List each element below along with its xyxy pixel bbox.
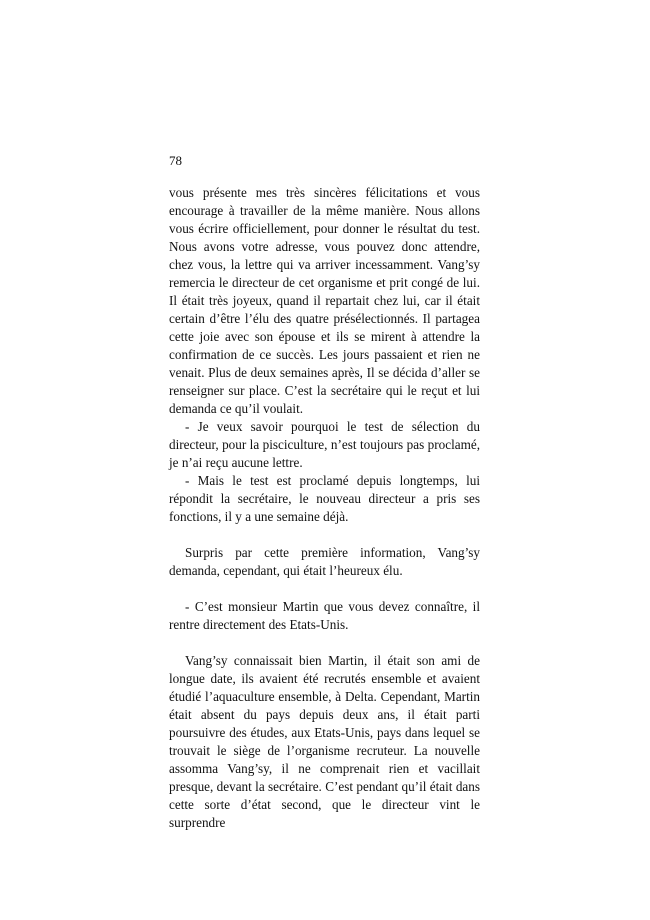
dialogue-line-martin: - C’est monsieur Martin que vous devez connaître, il rentre directement des Etats-Unis. [169,599,480,632]
paragraph-continuation: vous présente mes très sincères félicitations et vous encourage à travailler de la même manière. Nous allons vous écrire officiellement, pour donner le résultat du test. Nous avons votre adresse, vous pouvez donc attendre, chez vous, la lettre qui va arriver incessamment. Vang’sy remercia le directeur de cet organisme et prit congé de lui. Il était très joyeux, quand il repartait chez lui, car il était certain d’être l’élu des quatre présélectionnés. Il partagea cette joie avec son épouse et ils se mirent à attendre la confirmation de ce succès. Les jours passaient et rien ne venait. Plus de deux semaines après, Il se décida d’aller se renseigner sur place. C’est la secrétaire qui le reçut et lui demanda ce qu’il voulait. [169,185,480,416]
paragraph-martin-background: Vang’sy connaissait bien Martin, il était son ami de longue date, ils avaient été recrutés ensemble et avaient étudié l’aquaculture ensemble, à Delta. Cependant, Martin était absent du pays depuis deux ans, il était parti poursuivre des études, aux Etats-Unis, pays dans lequel se trouvait le siège de l’organisme recruteur. La nouvelle assomma Vang’sy, il ne comprenait rien et vacillait presque, devant la secrétaire. C’est pendant qu’il était dans cette sorte d’état second, que le directeur vint le surprendre [169,653,480,830]
dialogue-line-question: - Je veux savoir pourquoi le test de sélection du directeur, pour la pisciculture, n’est toujours pas proclamé, je n’ai reçu aucune lettre. [169,419,480,470]
body-text [169,184,480,832]
dialogue-line-answer: - Mais le test est proclamé depuis longtemps, lui répondit la secrétaire, le nouveau directeur a pris ses fonctions, il y a une semaine déjà. [169,473,480,524]
page-number: 78 [169,153,182,168]
paragraph-surprise: Surpris par cette première information, Vang’sy demanda, cependant, qui était l’heureux élu. [169,545,480,578]
